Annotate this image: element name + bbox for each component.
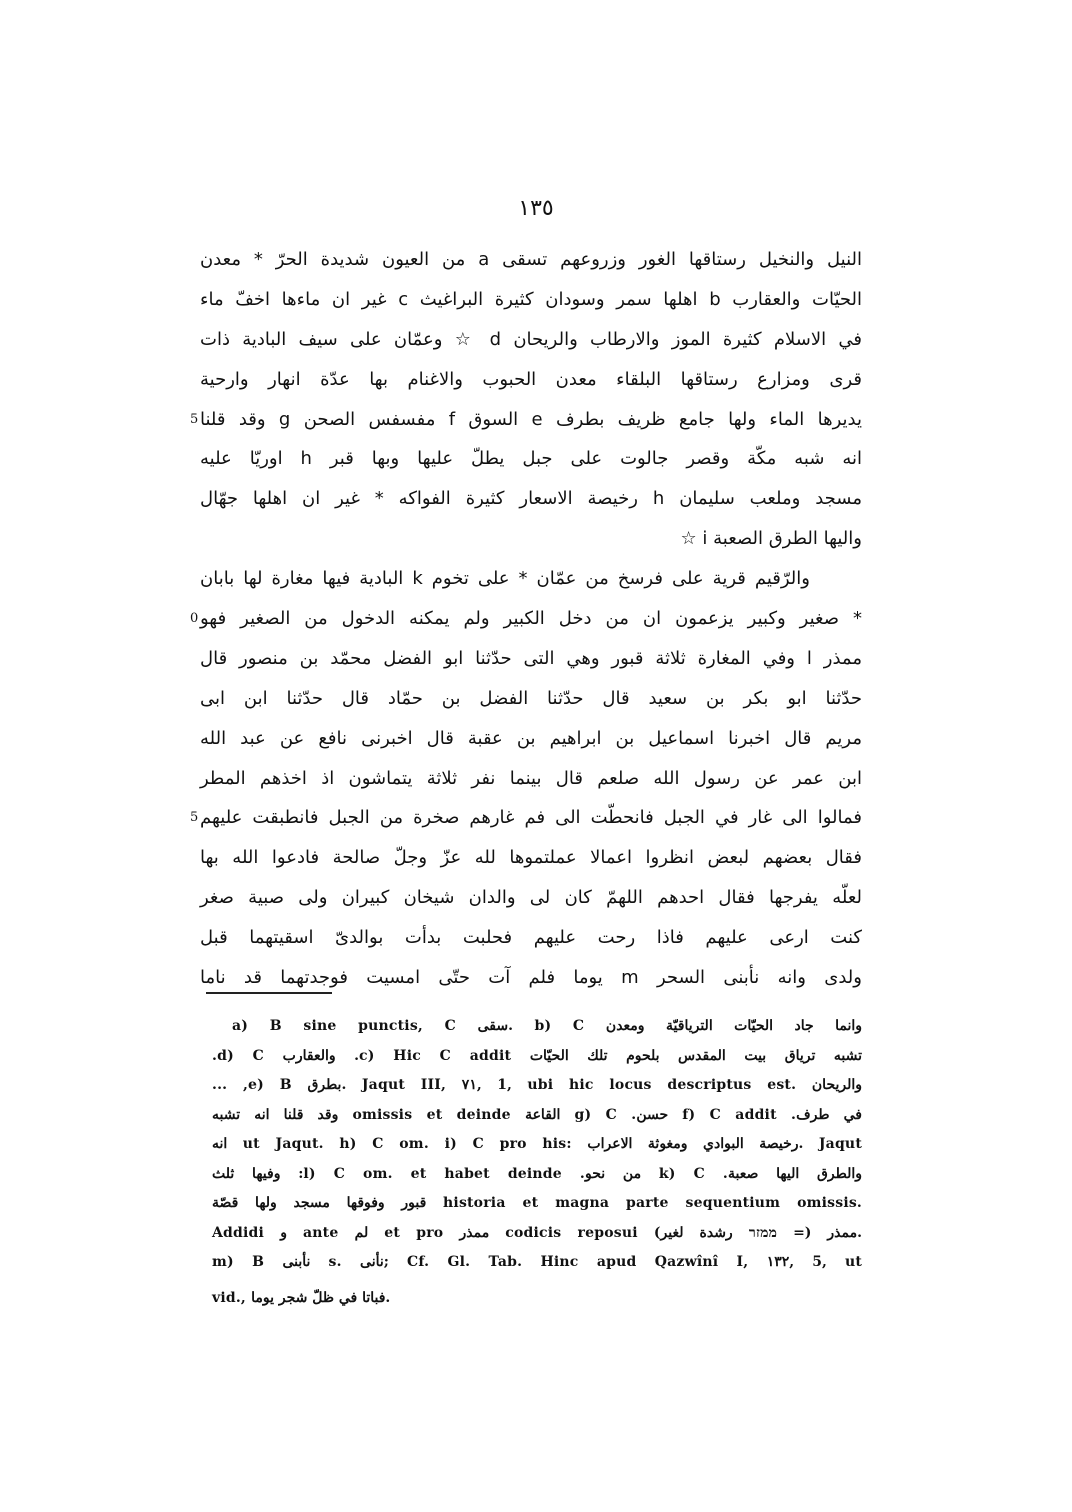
text-line-content: فقال بعضهم لبعض انظروا اعمالا عملتموها لله عزّ وجلّ صالحة فادعوا الله بها bbox=[200, 847, 862, 869]
footnote-line: وفيها ثلث :l) C om. et habet deinde .من نحو k) C .والطرق اليها صعبة bbox=[212, 1165, 862, 1182]
text-line-content: الحيّات والعقارب b اهلها سمر وسودان كثيرة البراغيث c غير ان ماءها اخفّ ماء bbox=[200, 288, 862, 310]
text-line-content: واليها الطرق الصعبة i ☆ bbox=[680, 528, 862, 550]
text-line-content: * صغير وكبير يزعمون ان من دخل الكبير ولم يمكنه الدخول من الصغير فهو bbox=[200, 608, 862, 630]
main-text-block bbox=[190, 240, 862, 998]
text-line-content: فمالوا الى غار في الجبل فانحطّت الى فم غارهم صخرة من الجبل فانطبقت عليهم bbox=[200, 807, 862, 829]
footnote-line: وقد قلنا انه تشبه omissis et deinde القاعة g) C .حسن f) C addit .في طرف bbox=[212, 1106, 862, 1123]
text-line bbox=[200, 719, 862, 759]
text-line bbox=[200, 360, 862, 400]
text-line bbox=[200, 918, 862, 958]
footnote-divider bbox=[206, 992, 332, 994]
footnote-line: m) B نأبنى s. نأنى; Cf. Gl. Tab. Hinc apud Qazwînî I, ١٣٢, 5, ut bbox=[212, 1254, 862, 1270]
text-line-content: والرّقيم قرية على فرسخ من عمّان * على تخوم k البادية فيها مغارة لها بابان bbox=[200, 568, 810, 590]
text-line bbox=[200, 679, 862, 719]
text-line bbox=[200, 838, 862, 878]
text-line bbox=[200, 479, 862, 519]
footnote-line: ... ,e) B بطرق. Jaqut III, ٧١, 1, ubi hic locus descriptus est. والريحان bbox=[212, 1077, 863, 1093]
text-line-content: يديرها الماء ولها جامع ظريف بطرف e السوق f مفسفس الصحن g وقد قلنا bbox=[200, 408, 862, 430]
text-line-content: ممذر l وفي المغارة ثلاثة قبور وهي التى حدّثنا ابو الفضل محمّد بن منصور قال bbox=[200, 647, 862, 669]
page-number: ١٣٥ bbox=[518, 196, 554, 221]
footnote-line: vid., فباتا في ظلّ شجر يوما. bbox=[212, 1289, 391, 1306]
footnote-line: .d) C والعقارب .c) Hic C addit تشبه ترياق بيت المقدس بلحوم تلك الحيّات bbox=[212, 1047, 862, 1064]
text-line bbox=[190, 599, 862, 639]
text-line bbox=[200, 439, 862, 479]
footnote-line: a) B sine punctis, C سقى. b) C وانما جاد الحيّات الترياقيّة ومعدن bbox=[232, 1018, 862, 1034]
text-line bbox=[190, 798, 862, 838]
text-line-content: مسجد وملعب سليمان h رخيصة الاسعار كثيرة الفواكه * غير ان اهلها جهّال bbox=[200, 488, 862, 510]
text-line-content: حدّثنا ابو بكر بن سعيد قال حدّثنا الفضل بن حمّاد قال حدّثنا ابن ابى bbox=[200, 687, 862, 709]
text-line-content: ابن عمر عن رسول الله صلعم قال بينما نفر ثلاثة يتماشون اذ اخذهم المطر bbox=[200, 767, 862, 789]
text-line bbox=[200, 559, 862, 599]
text-line-content: قرى ومزارع رستاقها البلقاء معدن الحبوب والاغنام بها عدّة انهار وارحية bbox=[200, 368, 862, 390]
text-line bbox=[200, 280, 862, 320]
footnote-line: انه ut Jaqut. h) C om. i) C pro his: رخيصة البوادي ومغوثة الاعراب. Jaqut bbox=[212, 1136, 862, 1152]
text-line bbox=[190, 400, 862, 440]
text-line-content: النيل والنخيل رستاقها الغور وزروعهم تسقى a من العيون شديدة الحرّ * معدن bbox=[200, 249, 862, 270]
text-line bbox=[200, 320, 862, 360]
text-line bbox=[200, 240, 862, 280]
text-line bbox=[200, 519, 862, 559]
text-line-content: مريم قال اخبرنا اسماعيل بن ابراهيم بن عقبة قال اخبرنى نافع عن عبد الله bbox=[200, 727, 862, 749]
footnotes-block bbox=[212, 1012, 862, 1313]
text-line-content: في الاسلام كثيرة الموز والارطاب والريحان d ☆ وعمّان على سيف البادية ذات bbox=[200, 328, 862, 350]
text-line bbox=[200, 759, 862, 799]
line-number: 0 bbox=[190, 611, 199, 627]
text-line-content: انه شبه مكّة وقصر جالوت على جبل يطلّ عليها وبها قبر h اوريّا عليه bbox=[200, 448, 862, 470]
footnote-line: Addidi و ante لم et pro ممذر codicis reposui ممذر (= ממזר رشدة لغير). bbox=[212, 1224, 862, 1241]
text-line-content: لعلّه يفرجها فقال احدهم اللهمّ كان لى والدان شيخان كبيران ولى صبية صغر bbox=[200, 887, 862, 909]
text-line-content: كنت ارعى عليهم فاذا رحت عليهم فحلبت بدأت بوالدىّ اسقيتهما قبل bbox=[200, 927, 862, 949]
line-number: 5 bbox=[190, 411, 199, 427]
text-line bbox=[200, 639, 862, 679]
line-number: 5 bbox=[190, 810, 199, 826]
text-line bbox=[200, 878, 862, 918]
footnote-line: قبور وفوقها مسجد ولها قصّة historia et magna parte sequentium omissis. bbox=[212, 1195, 862, 1211]
text-line-content: ولدى وانه نأبنى السحر m يوما فلم آت حتّى امسيت فوجدتهما قد ناما bbox=[200, 967, 862, 989]
